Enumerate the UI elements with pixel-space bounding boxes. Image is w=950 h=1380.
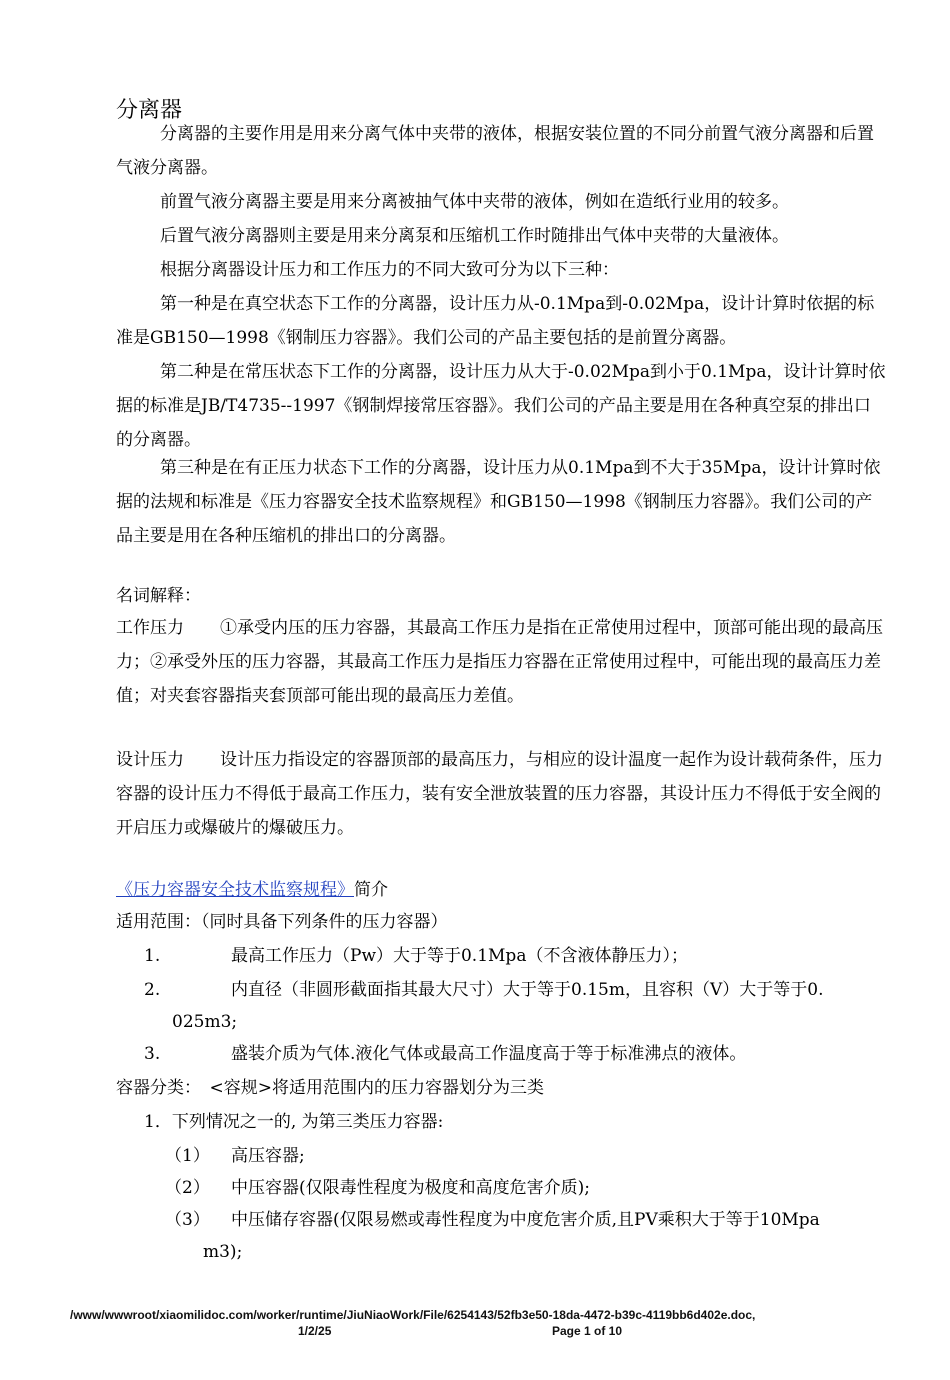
- class-item-text: 中压容器(仅限毒性程度为极度和高度危害介质);: [231, 1178, 590, 1198]
- class-item-continuation: m3);: [203, 1242, 243, 1262]
- term-design-pressure: 设计压力: [116, 750, 184, 770]
- paragraph-types-intro: 根据分离器设计压力和工作压力的不同大致可分为以下三种：: [160, 260, 619, 280]
- scope-item-number: 1.: [144, 946, 161, 966]
- scope-item-number: 3.: [144, 1044, 161, 1064]
- footer-date: 1/2/25: [298, 1324, 332, 1338]
- paragraph-type-1: 第一种是在真空状态下工作的分离器，设计压力从-0.1Mpa到-0.02Mpa，设计计算时依据的标准是GB150—1998《钢制压力容器》。我们公司的产品主要包括的是前置分离器。: [116, 294, 875, 348]
- regulation-heading: [116, 873, 388, 907]
- footer-page-number: Page 1 of 10: [552, 1324, 623, 1338]
- class-item-number: （1）: [165, 1146, 210, 1166]
- document-title: 分离器: [116, 98, 183, 123]
- regulation-link[interactable]: 《压力容器安全技术监察规程》: [116, 880, 354, 900]
- scope-item-text: 最高工作压力（Pw）大于等于0.1Mpa（不含液体静压力）；: [231, 946, 688, 966]
- paragraph-rear-separator: 后置气液分离器则主要是用来分离泵和压缩机工作时随排出气体中夹带的大量液体。: [160, 226, 789, 246]
- paragraph-intro: 分离器的主要作用是用来分离气体中夹带的液体，根据安装位置的不同分前置气液分离器和后置气液分离器。: [116, 124, 874, 178]
- paragraph-type-3: 第三种是在有正压力状态下工作的分离器，设计压力从0.1Mpa到不大于35Mpa，设计计算时依据的法规和标准是《压力容器安全技术监察规程》和GB150—1998《钢制压力容器》。我们公司的产品主要是用在各种压缩机的排出口的分离器。: [116, 458, 881, 546]
- scope-item-continuation: 025m3;: [172, 1012, 238, 1032]
- regulation-suffix: 简介: [354, 880, 388, 900]
- scope-label: 适用范围：（同时具备下列条件的压力容器）: [116, 912, 448, 932]
- scope-item-text: 内直径（非圆形截面指其最大尺寸）大于等于0.15m，且容积（V）大于等于0.: [231, 980, 824, 1000]
- classification-label: 容器分类： <容规>将适用范围内的压力容器划分为三类: [116, 1078, 544, 1098]
- class-item-number: （2）: [165, 1178, 210, 1198]
- class-item-text: 中压储存容器(仅限易燃或毒性程度为中度危害介质,且PV乘积大于等于10Mpa: [231, 1210, 820, 1230]
- class-three-heading: 1．下列情况之一的, 为第三类压力容器:: [144, 1112, 444, 1132]
- footer-file-path: /www/wwwroot/xiaomilidoc.com/worker/runtime/JiuNiaoWork/File/6254143/52fb3e50-18da-4472-b39c-4119bb6d402e.doc,: [70, 1308, 756, 1322]
- scope-item-number: 2.: [144, 980, 161, 1000]
- glossary-working-pressure: [116, 611, 886, 713]
- definition-design-pressure: 设计压力指设定的容器顶部的最高压力，与相应的设计温度一起作为设计载荷条件，压力容器的设计压力不得低于最高工作压力，装有安全泄放装置的压力容器，其设计压力不得低于安全阀的开启压力或爆破片的爆破压力。: [116, 750, 883, 838]
- definition-working-pressure: ①承受内压的压力容器，其最高工作压力是指在正常使用过程中，顶部可能出现的最高压力；②承受外压的压力容器，其最高工作压力是指压力容器在正常使用过程中，可能出现的最高压力差值；对夹套容器指夹套顶部可能出现的最高压力差值。: [116, 618, 883, 706]
- glossary-design-pressure: [116, 743, 886, 845]
- paragraph-front-separator: 前置气液分离器主要是用来分离被抽气体中夹带的液体，例如在造纸行业用的较多。: [160, 192, 789, 212]
- glossary-heading: 名词解释：: [116, 586, 201, 606]
- scope-item-text: 盛装介质为气体.液化气体或最高工作温度高于等于标准沸点的液体。: [231, 1044, 747, 1064]
- class-item-text: 高压容器;: [231, 1146, 305, 1166]
- term-working-pressure: 工作压力: [116, 618, 184, 638]
- class-item-number: （3）: [165, 1210, 210, 1230]
- paragraph-type-2: 第二种是在常压状态下工作的分离器，设计压力从大于-0.02Mpa到小于0.1Mpa，设计计算时依据的标准是JB/T4735--1997《钢制焊接常压容器》。我们公司的产品主要是用在各种真空泵的排出口的分离器。: [116, 362, 886, 450]
